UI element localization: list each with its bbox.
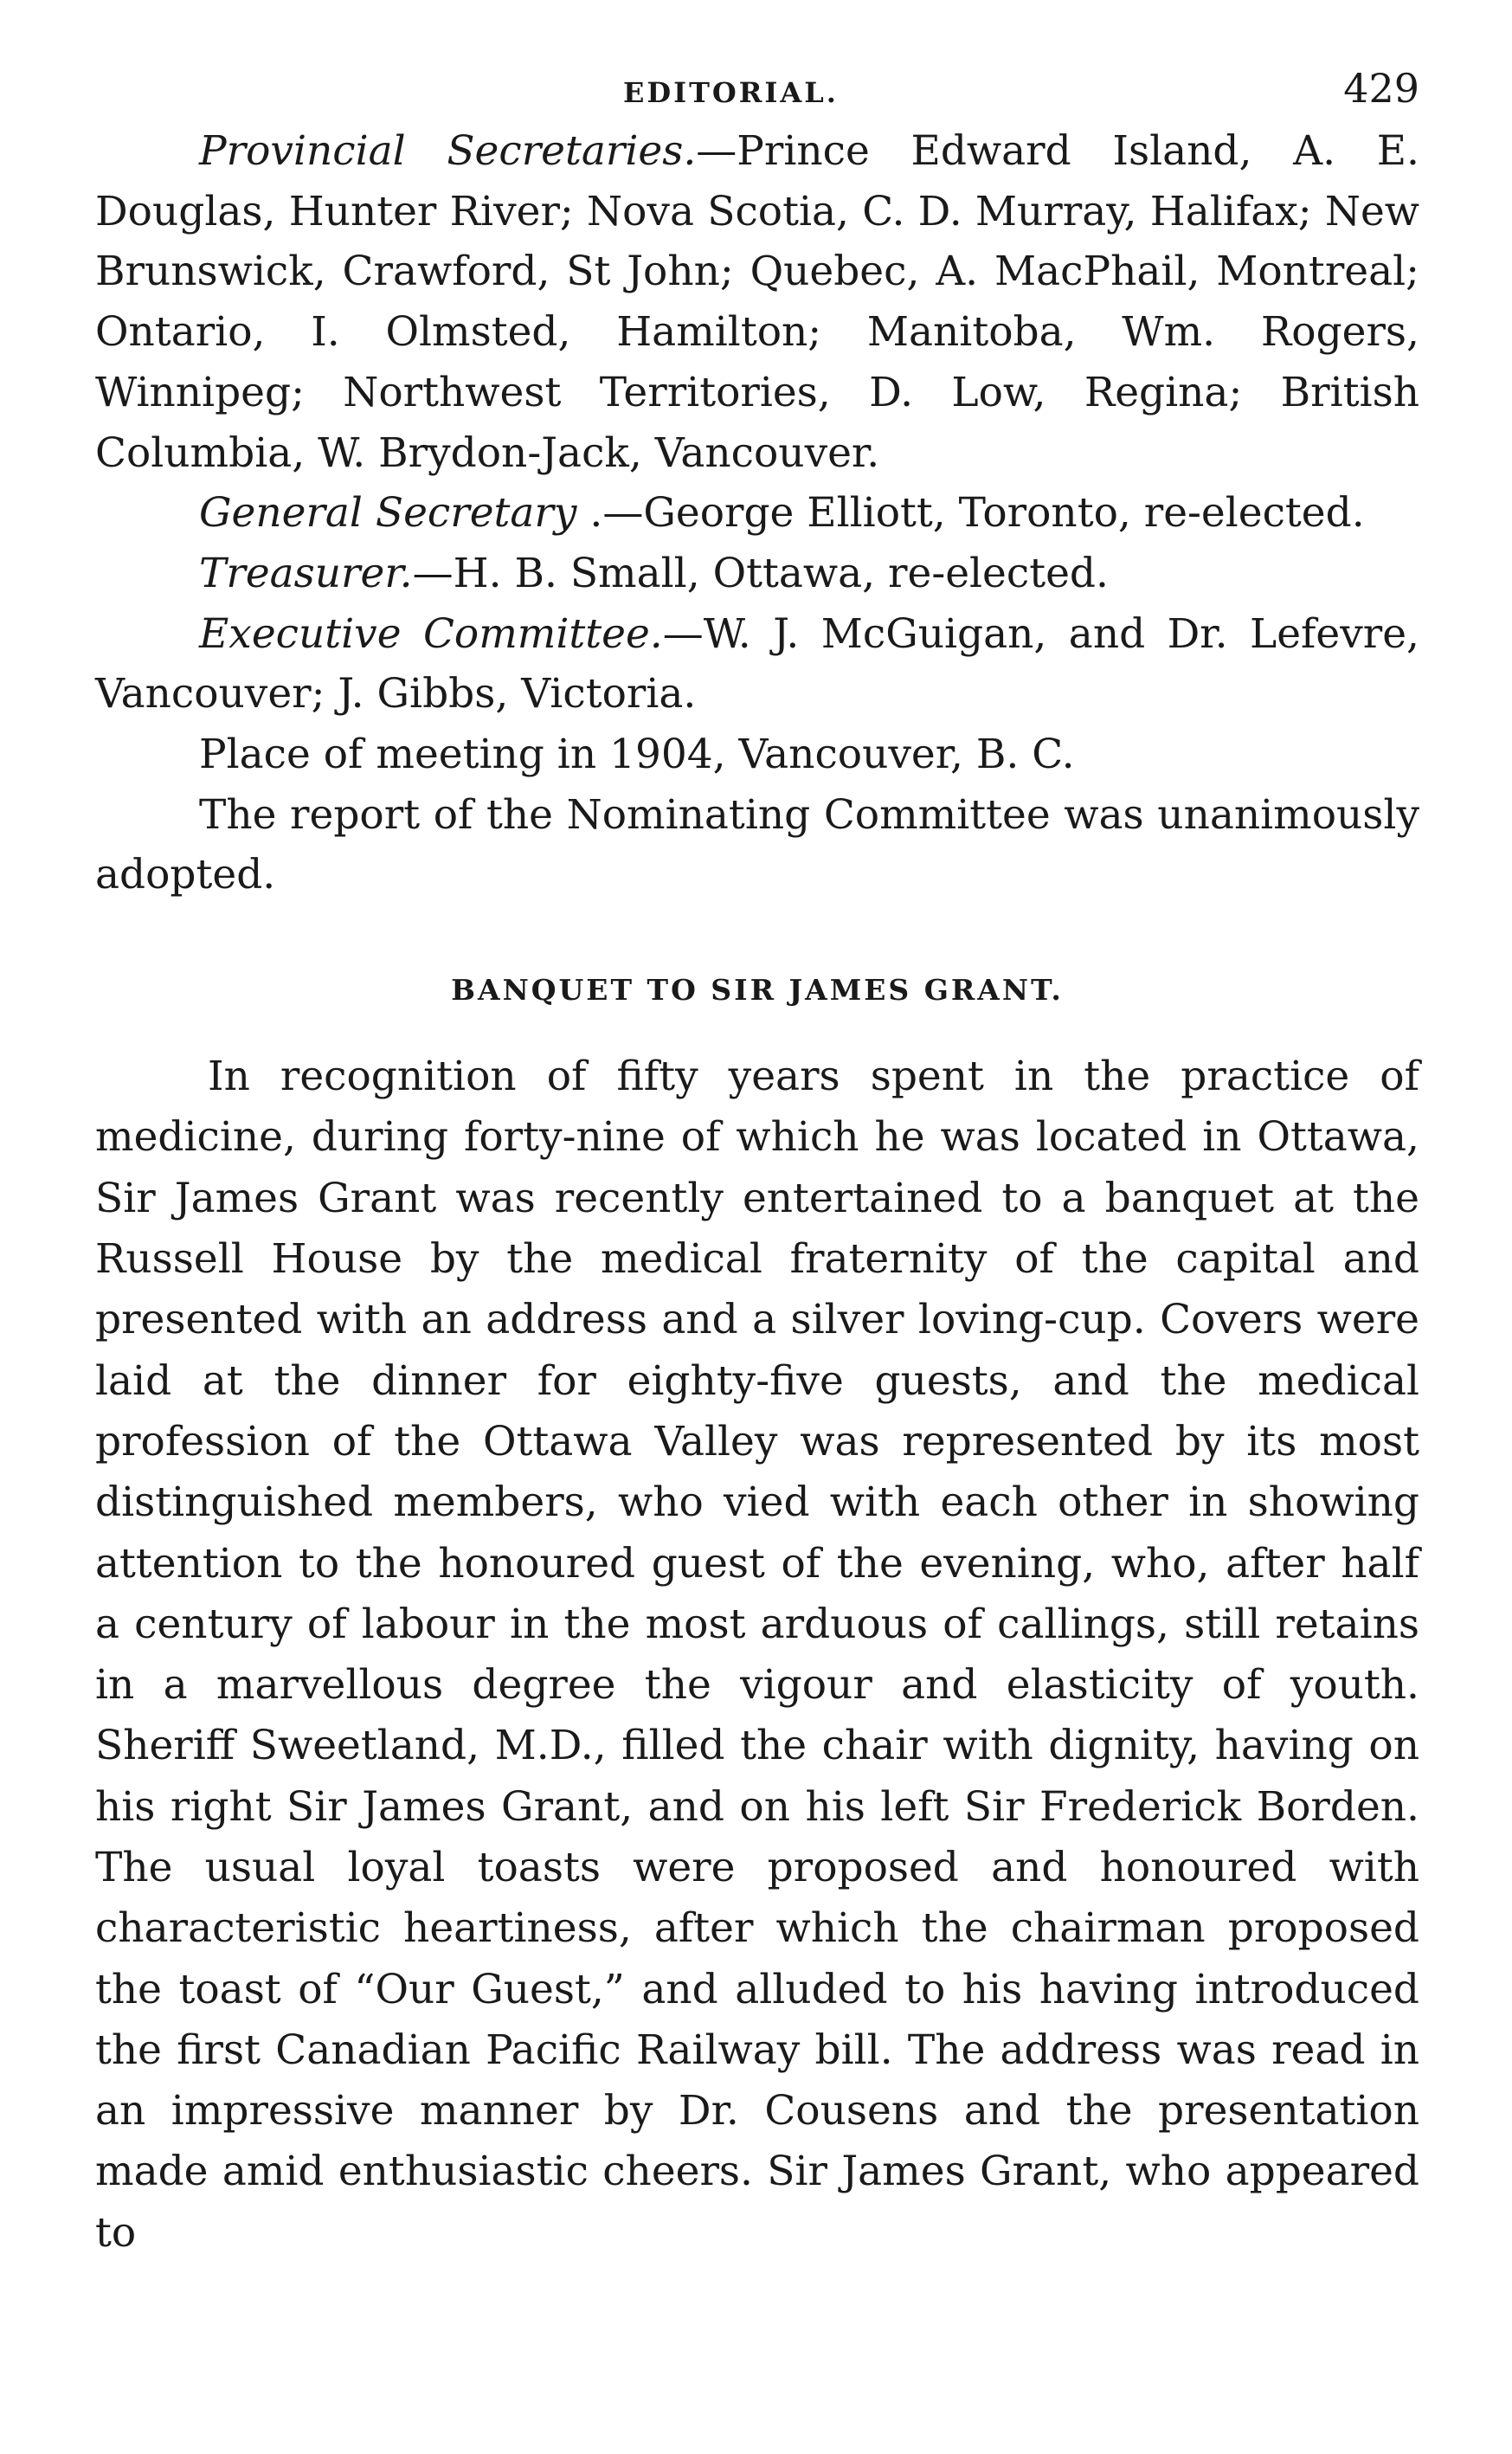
general-secretary-label: General Secretary <box>199 489 577 538</box>
executive-committee-label: Executive Committee. <box>199 609 663 658</box>
page <box>95 61 1419 2264</box>
banquet-paragraph: In recognition of fifty years spent in the practice of medicine, during forty-nine of which he was located in Ottawa, Sir James Grant was recently entertained to a banquet at the Russell House by the medical fraternity of the capital and presented with an address and a silver loving-cup. Covers were laid at the dinner for eighty-five guests, and the medical profession of the Ottawa Valley was represented by its most distinguished members, who vied with each other in showing attention to the honoured guest of the evening, who, after half a century of labour in the most arduous of callings, still retains in a marvellous degree the vigour and elasticity of youth. Sheriff Sweetland, M.D., filled the chair with dignity, having on his right Sir James Grant, and on his left Sir Frederick Borden. The usual loyal toasts were proposed and honoured with characteristic heartiness, after which the chairman proposed the toast of “Our Guest,” and alluded to his having introduced the first Canadian Pacific Railway bill. The address was read in an impressive manner by Dr. Cousens and the presentation made amid enthusiastic cheers. Sir James Grant, who appeared to <box>95 1053 1419 2257</box>
executive-committee-text: —W. J. McGuigan, and Dr. Lefevre, Vancouver; J. Gibbs, Victoria. <box>95 609 1419 718</box>
page-header <box>95 61 1419 121</box>
general-secretary-text: .—George Elliott, Toronto, re-elected. <box>589 489 1365 538</box>
page-number: 429 <box>1343 65 1419 112</box>
treasurer-label: Treasurer. <box>199 549 413 597</box>
provincial-secretaries-label: Provincial Secretaries. <box>199 127 697 175</box>
general-secretary-paragraph <box>95 483 1419 544</box>
executive-committee-paragraph <box>95 604 1419 725</box>
provincial-secretaries-paragraph <box>95 121 1419 483</box>
running-head: EDITORIAL. <box>623 76 839 109</box>
section-heading: BANQUET TO SIR JAMES GRANT. <box>451 973 1064 1008</box>
meeting-place-paragraph: Place of meeting in 1904, Vancouver, B. C. <box>199 731 1075 779</box>
nominating-report-paragraph: The report of the Nominating Committee was unanimously adopted. <box>95 790 1419 899</box>
treasurer-paragraph <box>95 544 1419 604</box>
provincial-secretaries-text: —Prince Edward Island, A. E. Douglas, Hunter River; Nova Scotia, C. D. Murray, Halifax; New Brunswick, Crawford, St John; Quebec, A. MacPhail, Montreal; Ontario, I. Olmsted, Hamilton; Manitoba, Wm. Rogers, Winnipeg; Northwest Territories, D. Low, Regina; British Columbia, W. Brydon-Jack, Vancouver. <box>95 127 1419 477</box>
treasurer-text: —H. B. Small, Ottawa, re-elected. <box>412 549 1109 597</box>
